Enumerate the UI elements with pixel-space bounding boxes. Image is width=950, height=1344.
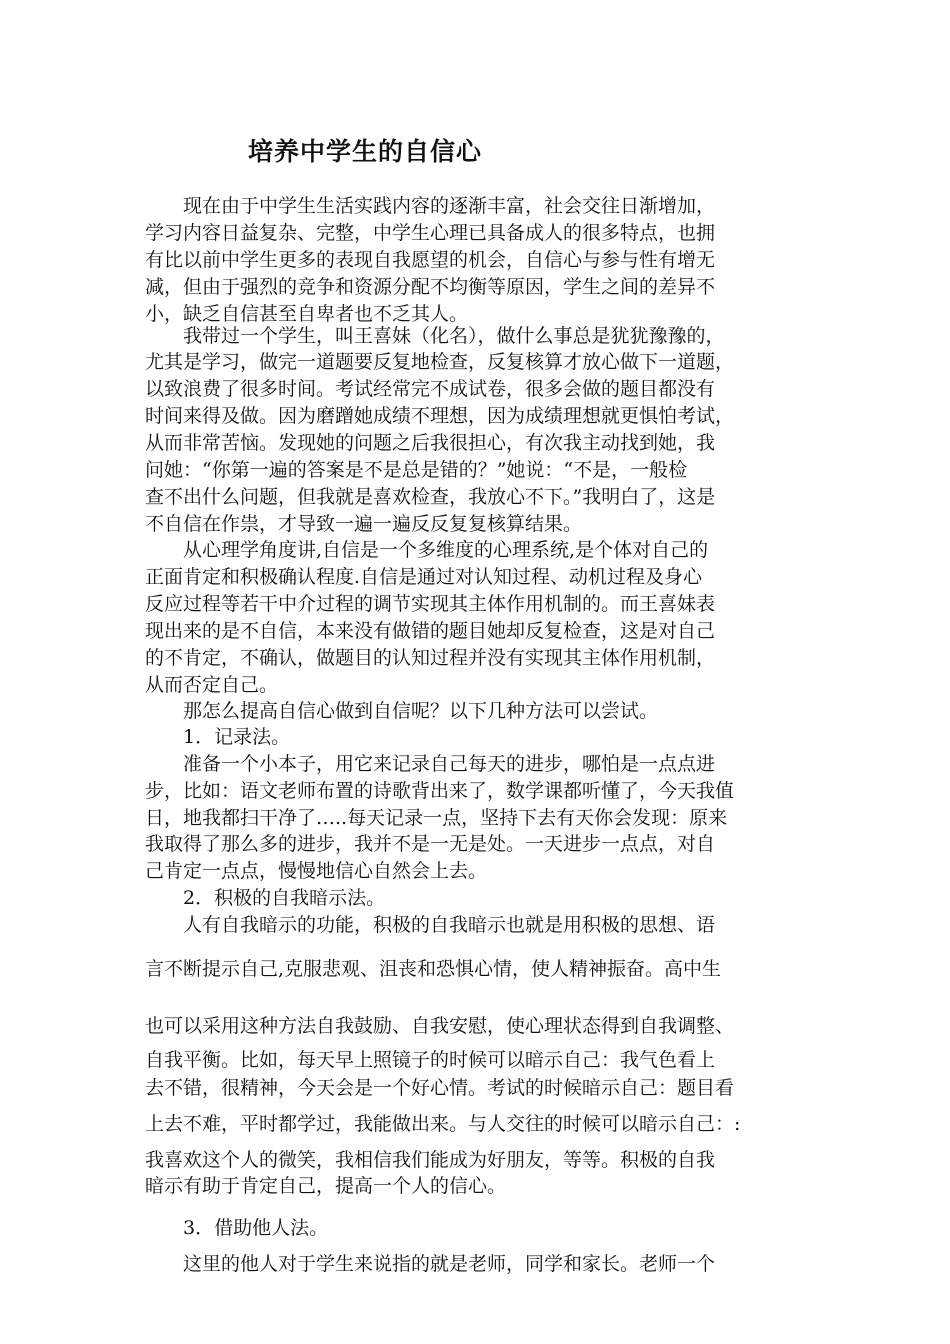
paragraph-line: 自我平衡。比如，每天早上照镜子的时候可以暗示自己：我气色看上 [145,1049,716,1071]
paragraph-line: 时间来得及做。因为磨蹭她成绩不理想，因为成绩理想就更惧怕考试， [145,405,735,427]
paragraph-line: 尤其是学习，做完一道题要反复地检查，反复核算才放心做下一道题， [145,351,735,373]
paragraph-line: 正面肯定和积极确认程度.自信是通过对认知过程、动机过程及身心 [145,566,703,588]
paragraph-line: 我取得了那么多的进步，我并不是一无是处。一天进步一点点，对自 [145,833,716,855]
paragraph-line: 小，缺乏自信甚至自卑者也不乏其人。 [145,303,469,325]
paragraph-line: 反应过程等若干中介过程的调节实现其主体作用机制的。而王喜妹表 [145,593,716,615]
paragraph-line: 不自信在作祟，才导致一遍一遍反反复复核算结果。 [145,513,583,535]
page-title: 培养中学生的自信心 [248,137,483,166]
paragraph-line: 学习内容日益复杂、完整，中学生心理已具备成人的很多特点，也拥 [145,222,716,244]
paragraph-line: 现出来的是不自信，本来没有做错的题目她却反复检查，这是对自己 [145,620,716,642]
paragraph-line: 以致浪费了很多时间。考试经常完不成试卷，很多会做的题目都没有 [145,378,716,400]
paragraph-line: 准备一个小本子，用它来记录自己每天的进步，哪怕是一点点进 [145,753,716,775]
paragraph-line: 暗示有助于肯定自己，提高一个人的信心。 [145,1175,507,1197]
paragraph-line: 那怎么提高自信心做到自信呢？以下几种方法可以尝试。 [145,700,659,722]
paragraph-line: 己肯定一点点，慢慢地信心自然会上去。 [145,860,488,882]
paragraph-line: 1．记录法。 [145,726,291,748]
paragraph-line: 问她：“你第一遍的答案是不是总是错的？”她说：“不是，一般检 [145,459,688,481]
paragraph-line: 日，地我都扫干净了…..每天记录一点，坚持下去有天你会发现：原来 [145,807,728,829]
paragraph-line: 减，但由于强烈的竞争和资源分配不均衡等原因，学生之间的差异不 [145,276,716,298]
paragraph-line: 的不肯定，不确认，做题目的认知过程并没有实现其主体作用机制， [145,647,716,669]
paragraph-line: 3．借助他人法。 [145,1217,329,1239]
paragraph-line: 2．积极的自我暗示法。 [145,887,386,909]
paragraph-line: 从心理学角度讲,自信是一个多维度的心理系统,是个体对自己的 [145,539,709,561]
paragraph-line: 也可以采用这种方法自我鼓励、自我安慰，使心理状态得到自我调整、 [145,1015,735,1037]
paragraph-line: 从而否定自己。 [145,674,279,696]
paragraph-line: 言不断提示自己,克服悲观、沮丧和恐惧心情，使人精神振奋。高中生 [145,958,722,980]
paragraph-line: 我喜欢这个人的微笑，我相信我们能成为好朋友，等等。积极的自我 [145,1149,716,1171]
paragraph-line: 现在由于中学生生活实践内容的逐渐丰富，社会交往日渐增加， [145,195,716,217]
paragraph-line: 上去不难，平时都学过，我能做出来。与人交往的时候可以暗示自己：: [145,1113,741,1135]
paragraph-line: 人有自我暗示的功能，积极的自我暗示也就是用积极的思想、语 [145,914,716,936]
paragraph-line: 我带过一个学生，叫王喜妹（化名），做什么事总是犹犹豫豫的， [145,325,725,347]
paragraph-line: 有比以前中学生更多的表现自我愿望的机会，自信心与参与性有增无 [145,249,716,271]
paragraph-line: 去不错，很精神，今天会是一个好心情。考试的时候暗示自己：题目看 [145,1077,735,1099]
paragraph-line: 步，比如：语文老师布置的诗歌背出来了，数学课都听懂了，今天我值 [145,780,735,802]
paragraph-line: 从而非常苦恼。发现她的问题之后我很担心，有次我主动找到她，我 [145,432,716,454]
paragraph-line: 这里的他人对于学生来说指的就是老师，同学和家长。老师一个 [145,1253,716,1275]
paragraph-line: 查不出什么问题，但我就是喜欢检查，我放心不下。”我明白了，这是 [145,486,716,508]
